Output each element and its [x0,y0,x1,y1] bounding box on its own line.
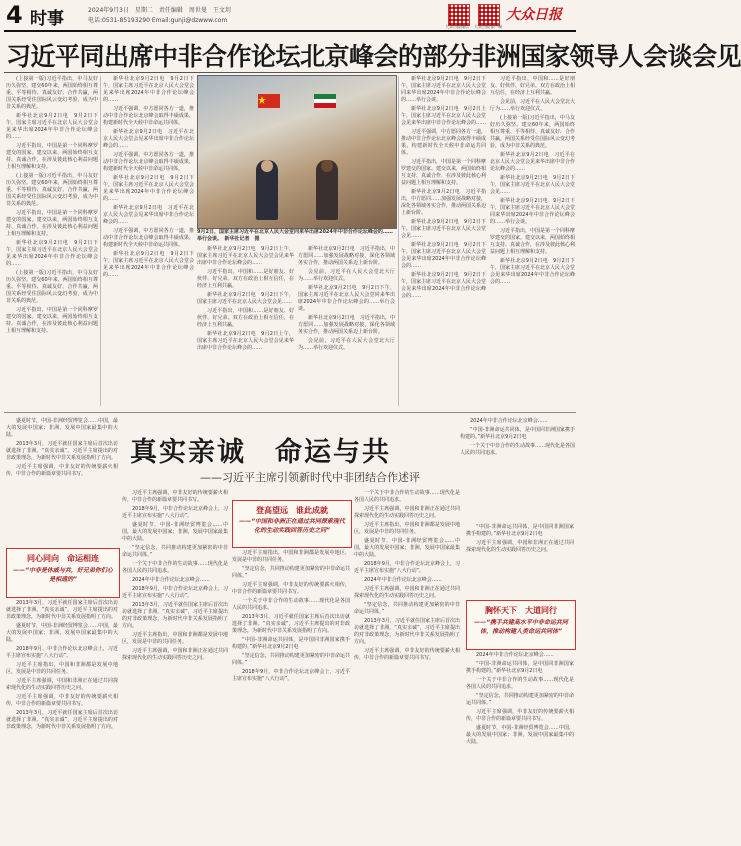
paragraph: “坚定信念，共同推动构建更加紧密的中非命运共同体。” [466,693,574,706]
paragraph: “中国-非洲命运共同体，是中国同非洲国家携手构建的。”新华社北京9月2日电 [460,427,575,440]
paragraph: “坚定信念，共同推动构建更加紧密的中非命运共同体。” [232,653,350,666]
column-divider [100,76,101,406]
paragraph: 盛夏时节，中国-非洲经贸博览会……中国，最大的发展中国家；非洲，发展中国家最集中的大陆。 [6,623,118,643]
paragraph: 习近平主席强调，中非友好的传统要薪火相传，中非合作的新篇章要共同书写。 [232,582,350,595]
paragraph: 会见前，习近平在人民大会堂北大厅为……举行欢迎仪式。 [298,338,395,351]
paragraph: 新华社北京9月2日电 习近平在北京人民大会堂会见来华出席中非合作论坛峰会的…… [103,205,194,225]
paragraph: 习近平强调，中方愿同各方一道，推动中非合作论坛北京峰会取得丰硕成果，构建新时代全天候中非命运共同体。 [103,152,194,172]
paragraph: 新华社北京9月2日电 9月2日下午，国家主席习近平在北京人民大会堂会见…… [401,219,487,239]
paragraph: 盛夏时节，中国-非洲经贸博览会……中国，最大的发展中国家；非洲，发展中国家最集中的大陆。 [354,538,460,558]
paragraph: 习近平主席强调，中非友好的传统要薪火相传，中非合作的新篇章要共同书写。 [6,464,118,477]
paragraph: 新华社北京9月2日电 习近平在北京人民大会堂会见来华出席中非合作论坛峰会的…… [103,129,194,149]
meeting-photo [197,75,397,229]
paragraph: 习近平主席指出，中国和非洲都是发展中地区，发展是中非的共同任务。 [354,522,460,535]
paragraph: 习近平指出，中国和……是好朋友、好伙伴、好兄弟。双方在政治上相互信任，在经济上互利共赢。 [197,269,294,289]
qr-label-wechat: 大众日报微信 [445,24,469,29]
newspaper-logo: 大众日报 [506,7,562,23]
paragraph: 新华社北京9月2日电 9月2日下午，国家主席习近平在北京人民大会堂会见来华出席2024年中非合作论坛峰会的…… [6,113,98,140]
paragraph: 新华社北京9月2日电 习近平指出，中方愿同……加强发展战略对接，深化各领域务实合作，推动两国关系迈上新台阶。 [401,189,487,216]
feature-subtitle: ——习近平主席引领新时代中非团结合作述评 [200,471,420,484]
paragraph: 新华社北京9月2日电 9月2日上午，国家主席习近平在北京人民大会堂会见来华出席中非合作论坛峰会的…… [197,331,294,351]
paragraph: 2013年3月，习近平就任国家主席后首次出访就选择了非洲。“真实亲诚”，习近平主席提出的对非政策理念，为新时代中非关系发展指明了方向。 [6,600,118,620]
paragraph: (上接第一版)习近平指出，中马友好历久弥坚。建交60年来，两国始终相互尊重、平等相待、真诚友好、合作共赢，两国关系经受住国际风云变幻考验，成为中非关系的典范。 [6,270,98,304]
feature-lead-column [6,418,118,520]
paragraph: 习近平主席强调，中国和非洲正在通过共同探索现代化的生动实践回答历史之问。 [6,678,118,691]
paragraph: 习近平强调，中方愿同各方一道，推动中非合作论坛北京峰会取得丰硕成果，构建新时代全天候中非命运共同体。 [103,106,194,126]
paragraph: 新华社北京9月2日电 习近平指出，中方愿同……加强发展战略对接，深化各领域务实合作，推动两国关系迈上新台阶。 [298,246,395,266]
paragraph: 习近平主席强调，中国和非洲正在通过共同探索现代化的生动实践回答历史之问。 [354,586,460,599]
paragraph: 2024年中非合作论坛北京峰会…… [132,577,210,583]
section-name: 时事 [30,9,64,29]
paragraph: 习近平强调，中方愿同各方一道，推动中非合作论坛北京峰会取得丰硕成果，构建新时代全天候中非命运共同体。 [103,228,194,248]
paragraph: 新华社北京9月2日电 9月2日上午，国家主席习近平在北京人民大会堂会见来华出席中非合作论坛峰会的…… [401,106,487,126]
paragraph: 习近平主席强调，中国和非洲正在通过共同探索现代化的生动实践回答历史之问。 [122,648,228,661]
feature-column-5 [466,652,574,842]
paragraph: 2024年中非合作论坛北京峰会…… [470,418,548,424]
paragraph: “中国-非洲命运共同体，是中国同非洲国家携手构建的。”新华社北京9月2日电 [466,661,574,674]
paragraph: 习近平强调，中方愿同各方一道，推动中非合作论坛北京峰会取得丰硕成果，构建新时代全天候中非命运共同体。 [401,129,487,156]
paragraph: 习近平主席强调，中国和非洲正在通过共同探索现代化的生动实践回答历史之问。 [466,540,574,553]
paragraph: 新华社北京9月2日电 9月2日下午，国家主席习近平在北京人民大会堂会见来华出席2024年中非合作论坛峰会的…… [103,251,194,278]
paragraph: 习近平指出，中国是第一个同科摩罗建交的国家。建交以来，两国始终相互支持、真诚合作，在涉及彼此核心利益问题上相互理解和支持。 [6,307,98,334]
paragraph: 习近平主席指出，中国和非洲都是发展中地区，发展是中非的共同任务。 [6,662,118,675]
subhead-title: 同心同向 命运相连 [27,554,99,563]
paragraph: 习近平指出，中国是第一个同科摩罗建交的国家。建交以来，两国始终相互支持、真诚合作，在涉及彼此核心利益问题上相互理解和支持。 [6,210,98,237]
paragraph: 新华社北京9月2日电 9月2日下午，国家主席习近平在北京人民大会堂会见…… [490,175,576,195]
paragraph: 会见前，习近平在人民大会堂北大厅为……举行欢迎仪式。 [298,269,395,282]
feature-title: 真实亲诚 命运与共 [130,437,391,468]
paragraph: 新华社北京9月2日电 习近平指出，中方愿同……加强发展战略对接，深化各领域务实合作，推动两国关系迈上新台阶。 [298,315,395,335]
paragraph: (上接第一版)习近平指出，中马友好历久弥坚。建交60年来，两国始终相互尊重、平等相待、真诚友好、合作共赢，两国关系经受住国际风云变幻考验，成为中非关系的典范。 [490,115,576,149]
app-qr-icon [478,4,500,26]
feature-right-lead-column [460,418,575,520]
feature-column-1 [6,600,118,842]
paragraph: 新华社北京9月2日电 习近平在北京人民大会堂会见来华出席中非合作论坛峰会的…… [490,152,576,172]
china-flag-icon [258,94,280,108]
paragraph: 习近平主席强调，中非友好的传统要薪火相传，中非合作的新篇章要共同书写。 [122,490,228,503]
paragraph: 新华社北京9月2日电 9月2日下午，国家主席习近平在北京人民大会堂会见来华出席2024年中非合作论坛峰会的…… [401,272,487,299]
guest-flag-icon [314,94,336,108]
paragraph: 新华社北京9月2日电 9月2日上午，国家主席习近平在北京人民大会堂会见来华出席中非合作论坛峰会的…… [197,246,294,266]
headline-rule [4,72,576,73]
qr-label-app: 大众日报客户端 [474,24,502,29]
subhead-quote: ——“携手共建高水平中非命运共同体，推动构建人类命运共同体” [474,619,568,635]
paragraph: 新华社北京9月2日电 9月2日下午，国家主席习近平在北京人民大会堂会见来华出席2024年中非合作论坛峰会的…… [103,175,194,202]
subhead-box-right [466,600,576,650]
section-divider [4,412,576,413]
paragraph: 2013年3月，习近平就任国家主席后首次出访就选择了非洲。“真实亲诚”，习近平主席提出的对非政策理念，为新时代中非关系发展指明了方向。 [6,441,118,461]
paragraph: 2018年9月，中非合作论坛北京峰会上，习近平主席宣布实施“八大行动”。 [354,561,460,574]
paragraph: “坚定信念，共同推动构建更加紧密的中非命运共同体。” [354,602,460,615]
paragraph: 会见前，习近平在人民大会堂北大厅为……举行欢迎仪式。 [490,99,576,112]
paragraph: 一个关于中非合作的生动故事……现代化是各国人民的共同追求。 [466,677,574,690]
paragraph: 新华社北京9月2日电 9月2日下午，国家主席习近平在北京人民大会堂会见来华出席2024年中非合作论坛峰会的…… [401,242,487,269]
subhead-box-left [6,548,120,598]
paragraph: 习近平指出，中国和……是好朋友、好伙伴、好兄弟。双方在政治上相互信任，在经济上互利共赢。 [490,76,576,96]
paragraph: “中国-非洲命运共同体，是中国同非洲国家携手构建的。”新华社北京9月2日电 [232,637,350,650]
paragraph: 一个关于中非合作的生动故事……现代化是各国人民的共同追求。 [232,598,350,611]
person-face [261,160,273,172]
photo-caption: 9月2日，国家主席习近平在北京人民大会堂同来华出席2024年中非合作论坛峰会的……举行会谈。 新华社记者 摄 [197,229,393,242]
article-column-6 [490,76,575,406]
main-headline: 习近平同出席中非合作论坛北京峰会的部分非洲国家领导人会谈会见 [6,42,741,71]
paragraph: 习近平主席强调，中非友好的传统要薪火相传，中非合作的新篇章要共同书写。 [6,694,118,707]
column-divider [398,76,399,406]
paragraph: “中国-非洲命运共同体，是中国同非洲国家携手构建的。”新华社北京9月2日电 [466,524,574,537]
page-header [0,0,580,30]
feature-column-4 [354,490,460,842]
paragraph: 2013年3月，习近平就任国家主席后首次出访就选择了非洲。“真实亲诚”，习近平主席提出的对非政策理念，为新时代中非关系发展指明了方向。 [354,618,460,645]
paragraph: 2013年3月，习近平就任国家主席后首次出访就选择了非洲。“真实亲诚”，习近平主席提出的对非政策理念，为新时代中非关系发展指明了方向。 [6,710,118,730]
paragraph: 2013年3月，习近平就任国家主席后首次出访就选择了非洲。“真实亲诚”，习近平主席提出的对非政策理念，为新时代中非关系发展指明了方向。 [122,602,228,629]
header-rule [4,30,576,32]
feature-column-2 [122,490,228,842]
article-column-4 [298,246,395,406]
paragraph: 一个关于中非合作的生动故事……现代化是各国人民的共同追求。 [354,490,460,503]
paragraph: (上接第一版)习近平指出，中马友好历久弥坚。建交60年来，两国始终相互尊重、平等相待、真诚友好、合作共赢，两国关系经受住国际风云变幻考验，成为中非关系的典范。 [6,173,98,207]
paragraph: (上接第一版)习近平指出，中马友好历久弥坚。建交60年来，两国始终相互尊重、平等相待、真诚友好、合作共赢，两国关系经受住国际风云变幻考验，成为中非关系的典范。 [6,76,98,110]
paragraph: 习近平指出，中国是第一个同科摩罗建交的国家。建交以来，两国始终相互支持、真诚合作，在涉及彼此核心利益问题上相互理解和支持。 [490,228,576,255]
article-column-5 [401,76,486,406]
paragraph: 盛夏时节，中国-非洲经贸博览会……中国，最大的发展中国家；非洲，发展中国家最集中的大陆。 [122,522,228,542]
paragraph: 习近平指出，中国是第一个同科摩罗建交的国家。建交以来，两国始终相互支持、真诚合作，在涉及彼此核心利益问题上相互理解和支持。 [401,159,487,186]
article-column-3 [197,246,294,406]
subhead-quote: ——“中国和非洲正在通过共同探索现代化的生动实践回答历史之问” [239,518,345,534]
feature-column-5-top [466,524,574,596]
wechat-qr-icon [448,4,470,26]
paragraph: 2018年9月，中非合作论坛北京峰会上，习近平主席宣布实施“八大行动”。 [122,586,228,599]
paragraph: 2024年中非合作论坛北京峰会…… [476,652,554,658]
paragraph: 新华社北京9月2日电 9月2日下午，国家主席习近平在北京人民大会堂会见…… [197,292,294,305]
subhead-title: 胸怀天下 大道同行 [485,606,557,615]
paragraph: 习近平指出，中国是第一个同科摩罗建交的国家。建交以来，两国始终相互支持、真诚合作，在涉及彼此核心利益问题上相互理解和支持。 [6,143,98,170]
paragraph: 新华社北京9月2日电 9月2日下午，国家主席习近平在北京人民大会堂同来华出席2024年中非合作论坛峰会的……举行会谈。 [401,76,487,103]
paragraph: 2018年9月，中非合作论坛北京峰会上，习近平主席宣布实施“八大行动”。 [6,646,118,659]
paragraph: 习近平主席强调，中国和非洲正在通过共同探索现代化的生动实践回答历史之问。 [354,506,460,519]
paragraph: “坚定信念，共同推动构建更加紧密的中非命运共同体。” [232,566,350,579]
subhead-quote: ——“中非是休戚与共，好兄弟你们心是相通的” [13,567,113,583]
paragraph: 盛夏时节，中国-非洲经贸博览会……中国，最大的发展中国家；非洲，发展中国家最集中的大陆。 [6,418,118,438]
paragraph: 新华社北京9月2日电 9月2日下午，国家主席习近平在北京人民大会堂会见来华出席2024年中非合作论坛峰会的…… [103,76,194,103]
paragraph: 2018年9月，中非合作论坛北京峰会上，习近平主席宣布实施“八大行动”。 [232,669,350,682]
paragraph: 习近平指出，中国和……是好朋友、好伙伴、好兄弟。双方在政治上相互信任，在经济上互利共赢。 [197,308,294,328]
paragraph: 2013年3月，习近平就任国家主席后首次出访就选择了非洲。“真实亲诚”，习近平主席提出的对非政策理念，为新时代中非关系发展指明了方向。 [232,614,350,634]
paragraph: 盛夏时节，中国-非洲经贸博览会……中国，最大的发展中国家；非洲，发展中国家最集中的大陆。 [466,725,574,745]
feature-column-3 [232,550,350,842]
paragraph: 新华社北京9月2日电 9月2日下午，国家主席习近平在北京人民大会堂同来华出席2024年中非合作论坛峰会的……举行会谈。 [298,285,395,312]
paragraph: 一个关于中非合作的生动故事……现代化是各国人民的共同追求。 [460,443,576,456]
contact-meta: 电话:0531-85193290 Email:gunji@dzwww.com [88,17,228,24]
paragraph: 一个关于中非合作的生动故事……现代化是各国人民的共同追求。 [122,561,228,574]
page-number: 4 [6,1,23,29]
paragraph: 2018年9月，中非合作论坛北京峰会上，习近平主席宣布实施“八大行动”。 [122,506,228,519]
paragraph: 习近平主席强调，中非友好的传统要薪火相传，中非合作的新篇章要共同书写。 [466,709,574,722]
paragraph: 2024年中非合作论坛北京峰会…… [364,577,442,583]
paragraph: 习近平主席指出，中国和非洲都是发展中地区，发展是中非的共同任务。 [232,550,350,563]
person-face [321,160,333,172]
paragraph: 新华社北京9月2日电 9月2日下午，国家主席习近平在北京人民大会堂同来华出席2024年中非合作论坛峰会的……举行会谈。 [490,198,576,225]
subhead-box-middle [232,500,352,548]
subhead-title: 登高望远 谁此成就 [256,506,328,515]
paragraph: “坚定信念，共同推动构建更加紧密的中非命运共同体。” [122,545,228,558]
article-column-1 [6,76,98,406]
paragraph: 新华社北京9月2日电 9月2日下午，国家主席习近平在北京人民大会堂会见来华出席2024年中非合作论坛峰会的…… [6,240,98,267]
article-column-2 [103,76,194,406]
paragraph: 新华社北京9月2日电 9月2日下午，国家主席习近平在北京人民大会堂会见来华出席2024年中非合作论坛峰会的…… [490,258,576,285]
paragraph: 习近平主席强调，中非友好的传统要薪火相传，中非合作的新篇章要共同书写。 [354,648,460,661]
paragraph: 习近平主席指出，中国和非洲都是发展中地区，发展是中非的共同任务。 [122,632,228,645]
issue-meta: 2024年9月3日 星期二 责任编辑 周世曼 王文玥 [88,7,231,14]
